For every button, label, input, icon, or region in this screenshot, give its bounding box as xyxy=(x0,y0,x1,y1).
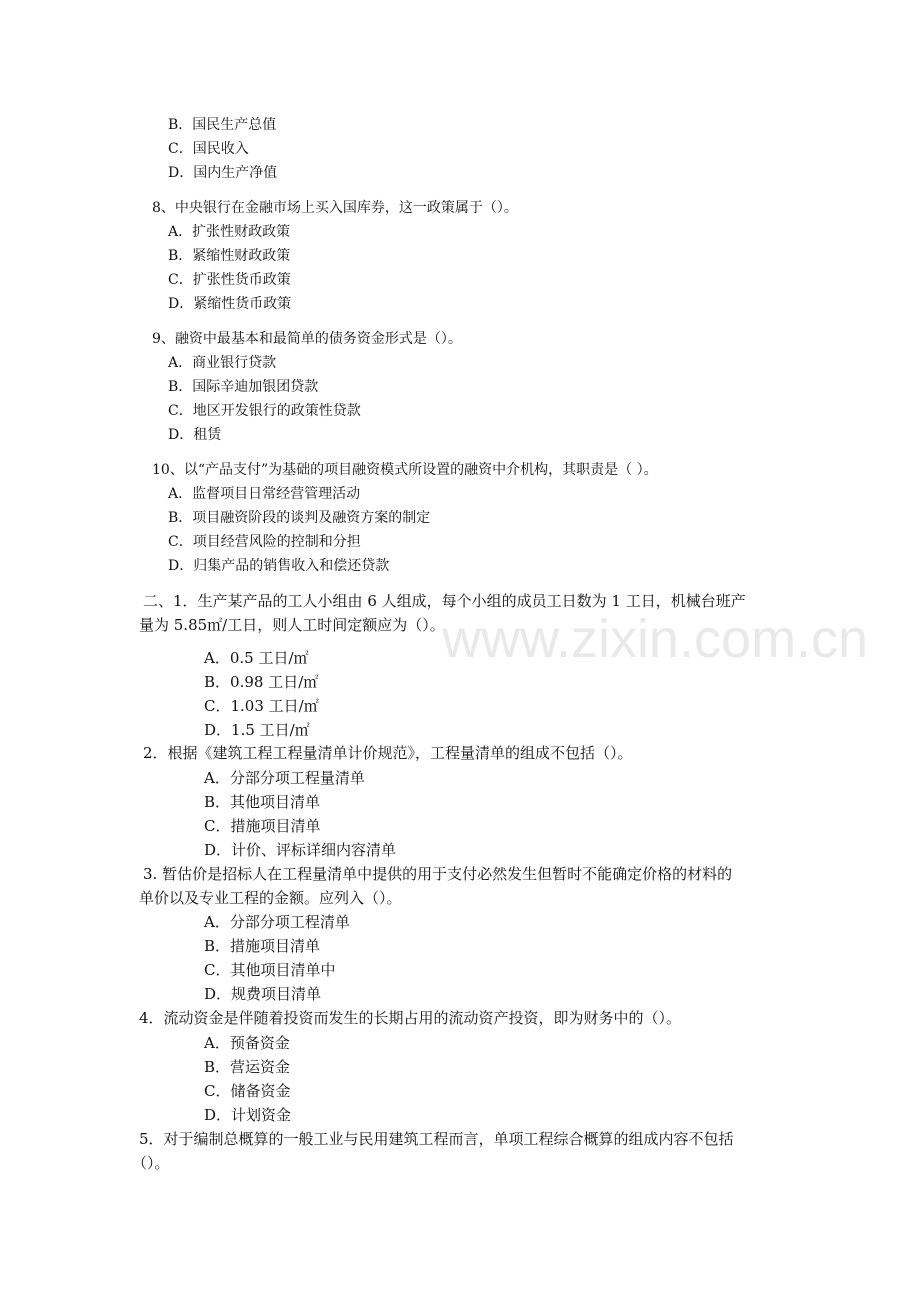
q10-stem: 10、以“产品支付”为基础的项目融资模式所设置的融资中介机构，其职责是（ ）。 xyxy=(152,462,658,478)
q9-option-d: D．租赁 xyxy=(168,427,222,443)
q8-option-a: A．扩张性财政政策 xyxy=(168,224,291,240)
q8-option-b: B．紧缩性财政政策 xyxy=(168,248,291,264)
s2-q5-stem-line2: （）。 xyxy=(132,1154,170,1172)
s2-q2-stem: 2．根据《建筑工程工程量清单计价规范》，工程量清单的组成不包括（）。 xyxy=(143,744,633,762)
q7-option-b: B．国民生产总值 xyxy=(168,117,277,133)
s2-q3-option-a: A．分部分项工程清单 xyxy=(204,913,350,931)
q9-option-a: A．商业银行贷款 xyxy=(168,355,277,371)
s2-q1-option-c: C．1.03 工日/㎡ xyxy=(204,697,319,715)
q10-option-b: B．项目融资阶段的谈判及融资方案的制定 xyxy=(168,510,431,526)
s2-q1-stem-line2: 量为 5.85㎡/工日，则人工时间定额应为（）。 xyxy=(139,616,445,634)
s2-q4-option-c: C．储备资金 xyxy=(204,1082,291,1100)
s2-q2-option-c: C．措施项目清单 xyxy=(204,817,321,835)
q7-option-c: C．国民收入 xyxy=(168,141,249,157)
s2-q4-stem: 4．流动资金是伴随着投资而发生的长期占用的流动资产投资，即为财务中的（）。 xyxy=(139,1009,682,1027)
s2-q1-option-b: B．0.98 工日/㎡ xyxy=(204,673,319,691)
s2-q1-option-a: A．0.5 工日/㎡ xyxy=(204,649,309,667)
s2-q3-option-c: C．其他项目清单中 xyxy=(204,961,336,979)
q10-option-a: A．监督项目日常经营管理活动 xyxy=(168,486,361,502)
s2-q3-stem-line2: 单价以及专业工程的金额。应列入（）。 xyxy=(139,889,402,907)
s2-q2-option-a: A．分部分项工程量清单 xyxy=(204,769,365,787)
q9-option-c: C．地区开发银行的政策性贷款 xyxy=(168,403,361,419)
s2-q4-option-a: A．预备资金 xyxy=(204,1034,290,1052)
q8-stem: 8、中央银行在金融市场上买入国库券，这一政策属于（）。 xyxy=(152,200,518,216)
q8-option-c: C．扩张性货币政策 xyxy=(168,272,291,288)
q8-option-d: D．紧缩性货币政策 xyxy=(168,296,292,312)
s2-q2-option-d: D．计价、评标详细内容清单 xyxy=(204,841,397,859)
s2-q4-option-b: B．营运资金 xyxy=(204,1058,291,1076)
q10-option-c: C．项目经营风险的控制和分担 xyxy=(168,534,361,550)
q10-option-d: D．归集产品的销售收入和偿还贷款 xyxy=(168,558,390,574)
q7-option-d: D．国内生产净值 xyxy=(168,165,278,181)
s2-q2-option-b: B．其他项目清单 xyxy=(204,793,321,811)
s2-q3-option-d: D．规费项目清单 xyxy=(204,985,322,1003)
s2-q4-option-d: D．计划资金 xyxy=(204,1106,292,1124)
s2-q5-stem-line1: 5．对于编制总概算的一般工业与民用建筑工程而言，单项工程综合概算的组成内容不包括 xyxy=(139,1130,734,1148)
watermark-text: www.zixin.com.cn xyxy=(442,609,869,669)
q9-option-b: B．国际辛迪加银团贷款 xyxy=(168,379,319,395)
s2-q1-option-d: D．1.5 工日/㎡ xyxy=(204,721,310,739)
q9-stem: 9、融资中最基本和最简单的债务资金形式是（）。 xyxy=(152,331,462,347)
s2-q3-option-b: B．措施项目清单 xyxy=(204,937,321,955)
s2-q3-stem-line1: 3. 暂估价是招标人在工程量清单中提供的用于支付必然发生但暂时不能确定价格的材料的 xyxy=(143,865,733,883)
s2-q1-stem-line1: 二、1．生产某产品的工人小组由 6 人组成，每个小组的成员工日数为 1 工日，机械台班产 xyxy=(143,592,746,610)
